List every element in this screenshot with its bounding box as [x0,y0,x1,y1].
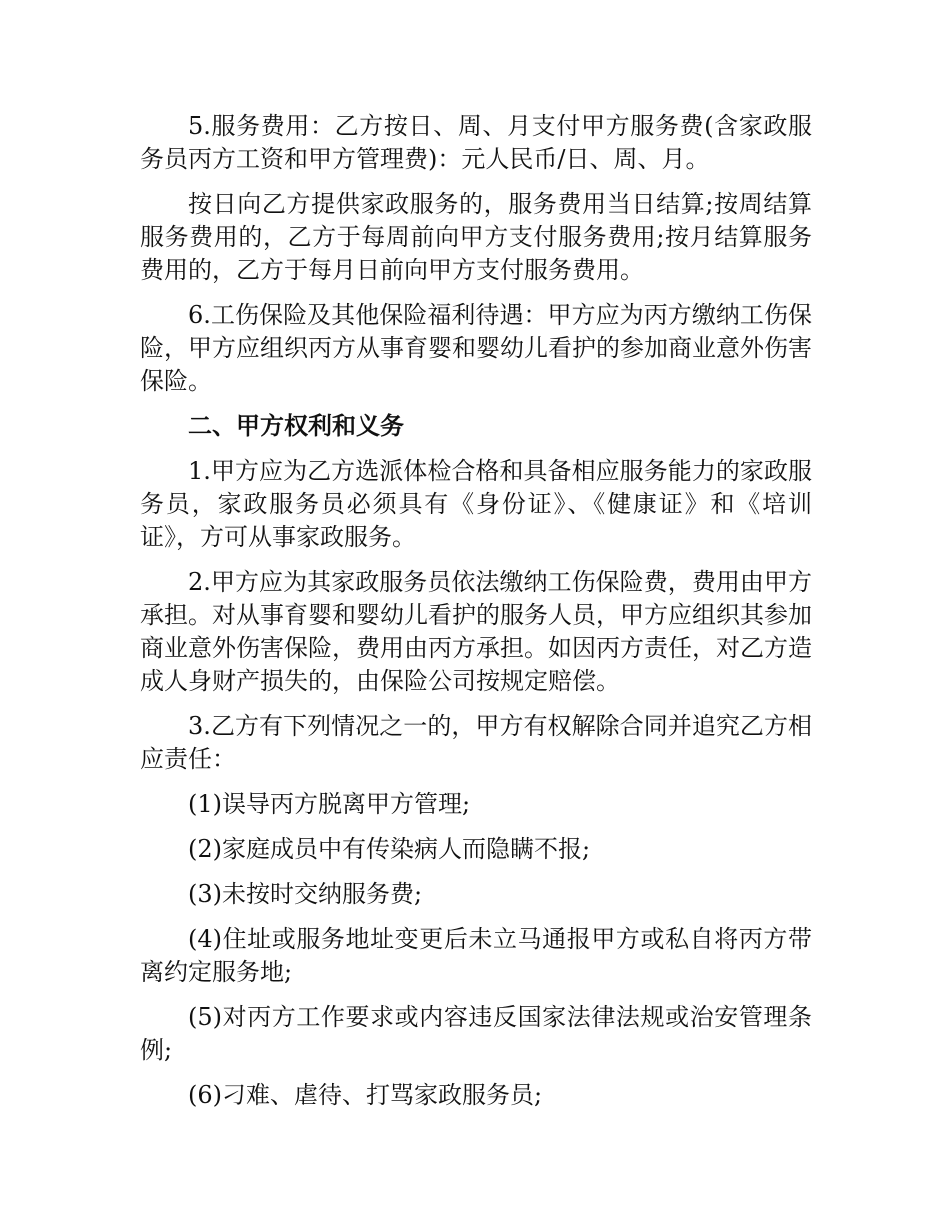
paragraph-settlement: 按日向乙方提供家政服务的，服务费用当日结算;按周结算服务费用的，乙方于每周前向甲方支付服务费用;按月结算服务费用的，乙方于每月日前向甲方支付服务费用。 [140,190,812,284]
paragraph-clause-1: 1.甲方应为乙方选派体检合格和具备相应服务能力的家政服务员，家政服务员必须具有《身份证》、《健康证》和《培训证》，方可从事家政服务。 [140,457,812,551]
paragraph-clause-2: 2.甲方应为其家政服务员依法缴纳工伤保险费，费用由甲方承担。对从事育婴和婴幼儿看护的服务人员，甲方应组织其参加商业意外伤害保险，费用由丙方承担。如因丙方责任，对乙方造成人身财产损失的，由保险公司按规定赔偿。 [140,568,812,695]
list-item-1: (1)误导丙方脱离甲方管理; [188,790,471,818]
section-heading-party-a-rights: 二、甲方权利和义务 [188,412,404,440]
list-item-5: (5)对丙方工作要求或内容违反国家法律法规或治安管理条例; [140,1003,812,1064]
paragraph-clause-3: 3.乙方有下列情况之一的，甲方有权解除合同并追究乙方相应责任： [140,712,812,773]
document-page [140,110,812,1124]
list-item-3: (3)未按时交纳服务费; [188,880,423,908]
list-item-2: (2)家庭成员中有传染病人而隐瞒不报; [188,835,591,863]
paragraph-insurance: 6.工伤保险及其他保险福利待遇：甲方应为丙方缴纳工伤保险，甲方应组织丙方从事育婴和婴幼儿看护的参加商业意外伤害保险。 [140,301,812,395]
list-item-4: (4)住址或服务地址变更后未立马通报甲方或私自将丙方带离约定服务地; [140,925,812,986]
list-item-6: (6)刁难、虐待、打骂家政服务员; [188,1081,543,1109]
paragraph-service-fee: 5.服务费用：乙方按日、周、月支付甲方服务费(含家政服务员丙方工资和甲方管理费)：元人民币/日、周、月。 [140,112,812,173]
